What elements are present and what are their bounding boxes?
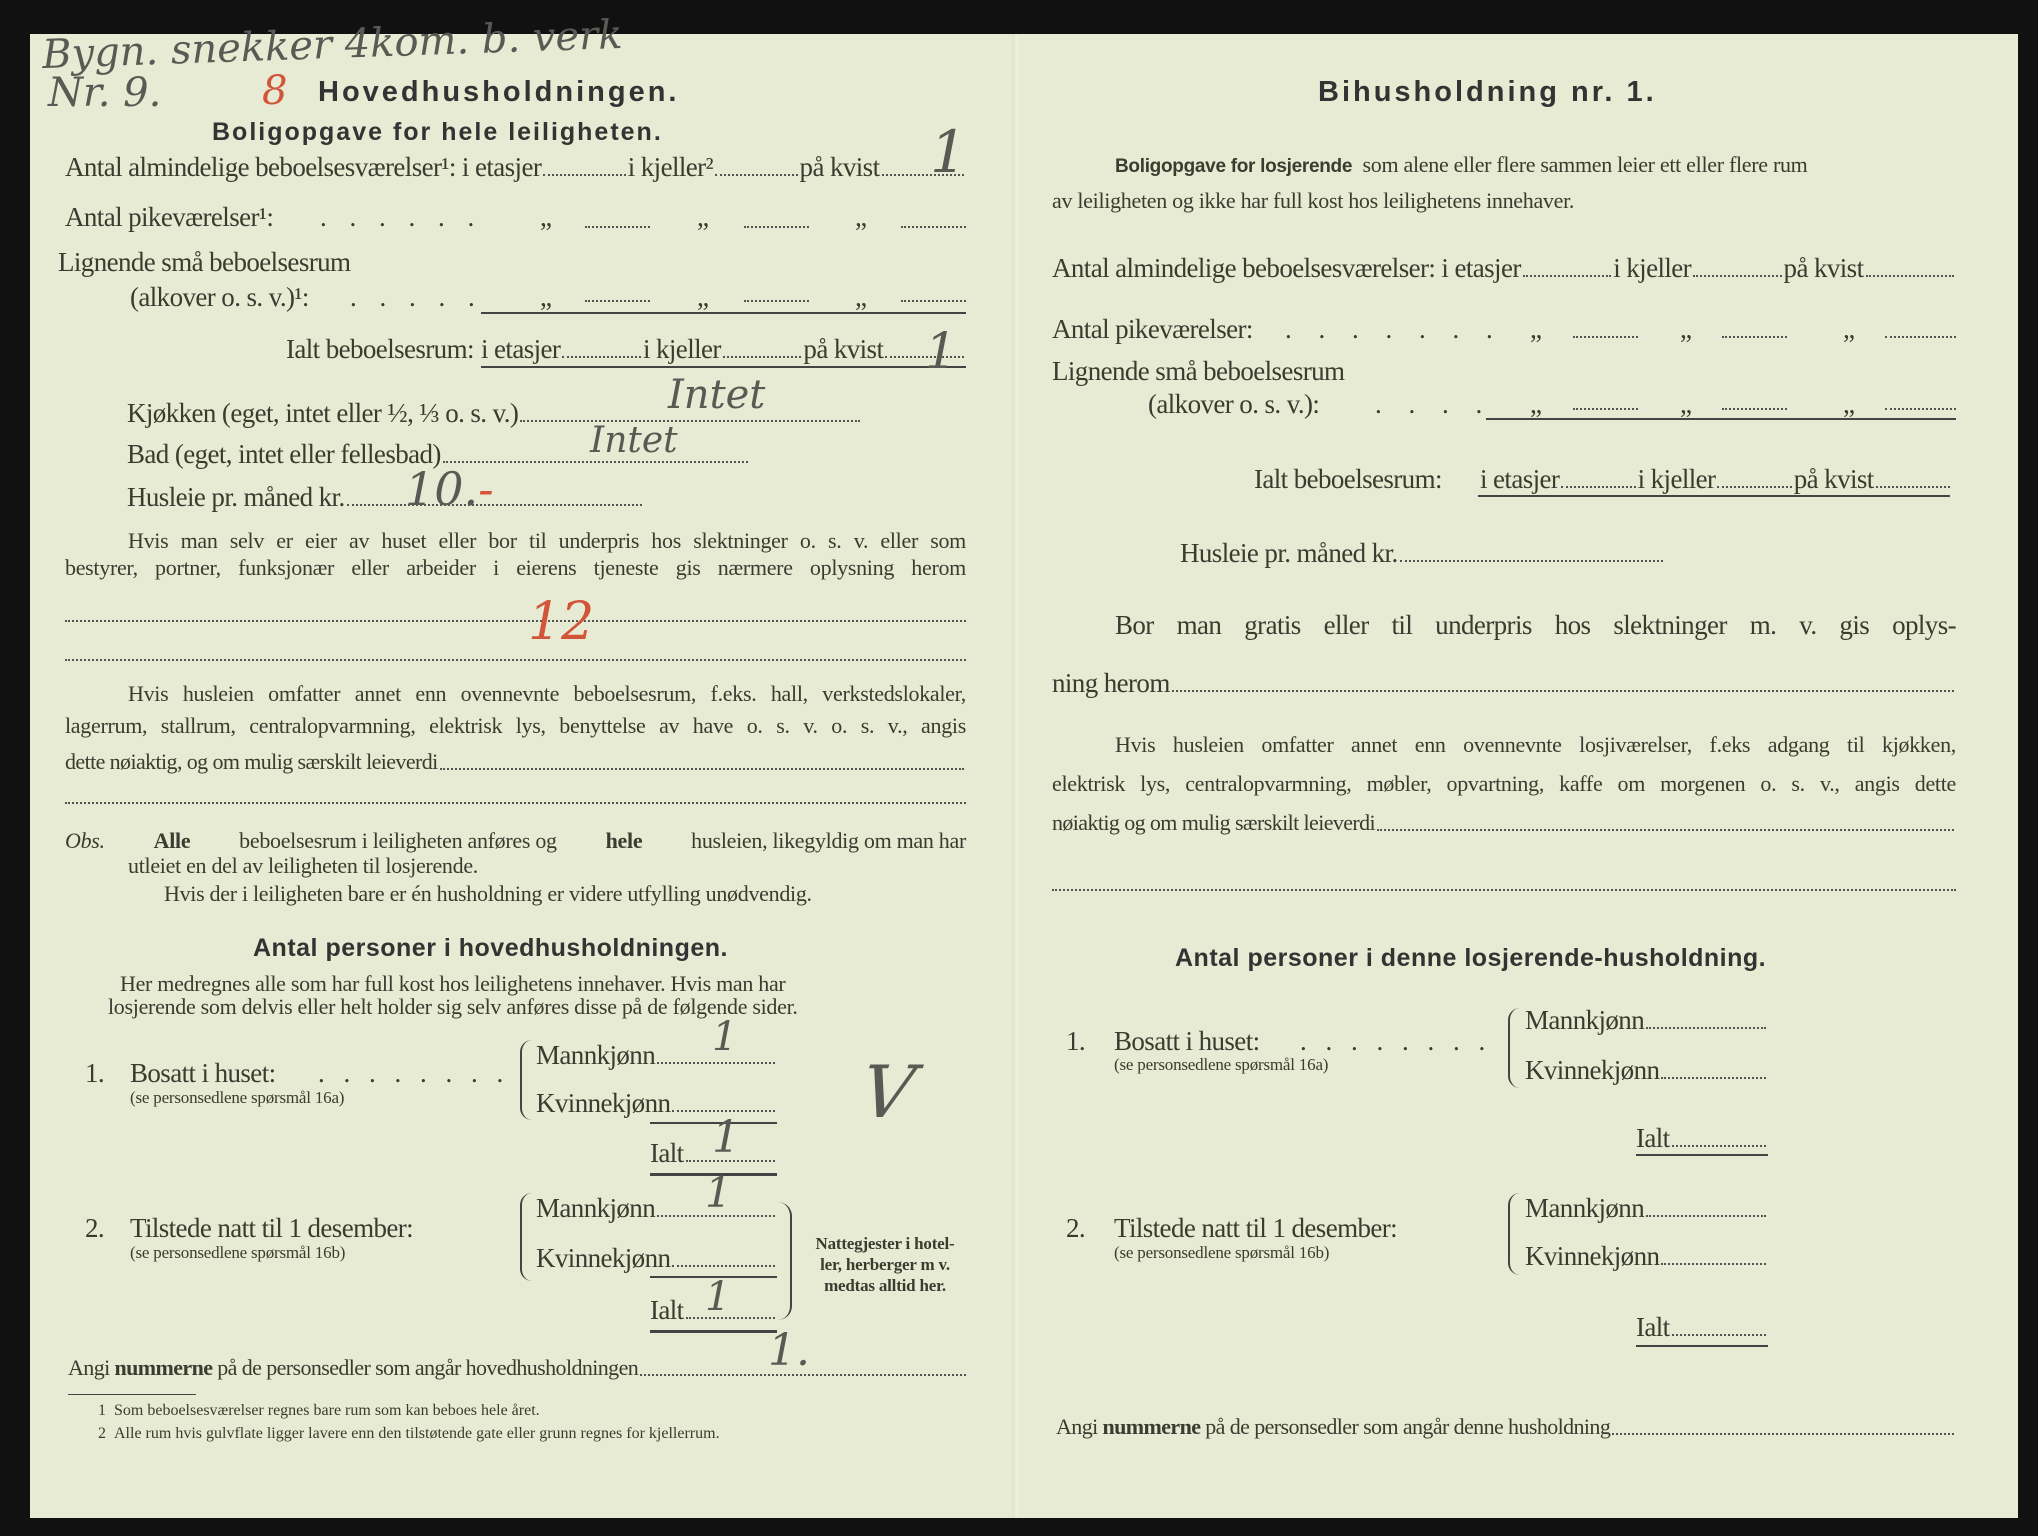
ditto-mark: „ xyxy=(540,202,552,232)
total-row xyxy=(1636,1123,1768,1154)
present-label: Tilstede natt til 1 desember: xyxy=(130,1213,414,1243)
rent-label: Husleie pr. måned kr. xyxy=(1180,538,1398,568)
maid-kjeller-field[interactable] xyxy=(1722,336,1787,338)
person-numbers-row xyxy=(1056,1414,1956,1440)
owner-note-line: bestyrer, portner, funksjonær eller arbeider i eierens tjeneste gis nærmere oplysning herom xyxy=(65,555,966,580)
female-label: Kvinnekjønn xyxy=(536,1088,671,1118)
sub-household-title: Bihusholdning nr. 1. xyxy=(1318,76,1657,108)
alcove-etasjer-field[interactable] xyxy=(1573,408,1638,410)
lodger-intro-text: som alene eller flere sammen leier ett eller flere rum xyxy=(1362,152,1808,177)
alcove-etasjer-field[interactable] xyxy=(585,300,650,302)
rent-row xyxy=(1180,538,1665,569)
etasjer-field[interactable] xyxy=(543,174,626,176)
person-numbers-row xyxy=(68,1355,968,1381)
ditto-mark: „ xyxy=(1680,389,1692,419)
main-household-subtitle: Boligopgave for hele leiligheten. xyxy=(212,118,663,146)
person-numbers-value: 1. xyxy=(768,1325,810,1376)
owner-info-field-2[interactable] xyxy=(65,659,966,661)
persons-note-line: Her medregnes alle som har full kost hos leilighetens innehaver. Hvis man har xyxy=(120,971,786,996)
present-subnote: (se personsedlene spørsmål 16b) xyxy=(1114,1243,1330,1262)
rent-field[interactable] xyxy=(1400,560,1663,562)
kjeller-label: i kjeller xyxy=(1637,464,1716,494)
obs-label: Obs. xyxy=(65,828,105,853)
female-row xyxy=(1525,1241,1768,1272)
total-rule xyxy=(1636,1154,1768,1156)
maid-etasjer-field[interactable] xyxy=(1573,336,1638,338)
maid-rooms-label: Antal pikeværelser¹: xyxy=(65,202,274,232)
bath-value: Intet xyxy=(590,420,678,461)
maid-rooms-label: Antal pikeværelser: xyxy=(1052,314,1253,344)
male-label: Mannkjønn xyxy=(1525,1193,1645,1223)
resident-subnote: (se personsedlene spørsmål 16a) xyxy=(1114,1055,1329,1074)
owner-info-field[interactable] xyxy=(65,620,966,622)
footnote-mark: 1 xyxy=(98,1402,106,1419)
alcoves-label: (alkover o. s. v.): xyxy=(1148,389,1320,419)
alcoves-dots: . . . . . xyxy=(350,282,483,312)
rent-label: Husleie pr. måned kr. xyxy=(127,482,345,512)
alcove-kvist-field[interactable] xyxy=(901,300,966,302)
double-rule xyxy=(650,1330,777,1333)
total-rooms-row xyxy=(481,334,966,365)
kvist-label: på kvist xyxy=(1783,253,1864,283)
ditto-mark: „ xyxy=(1843,314,1855,344)
ditto-mark: „ xyxy=(855,282,867,312)
ordinary-rooms-label: Antal almindelige beboelsesværelser: i etasjer xyxy=(1052,253,1521,283)
note-line: medtas alltid her. xyxy=(824,1276,946,1295)
total-rooms-label: Ialt beboelsesrum: xyxy=(286,334,474,364)
rent-value xyxy=(405,462,494,516)
footnote-mark: 2 xyxy=(98,1425,106,1442)
ditto-mark: „ xyxy=(540,282,552,312)
extra-note-row xyxy=(1052,810,1956,836)
kvist-field[interactable] xyxy=(1866,275,1954,277)
total-etasjer-field[interactable] xyxy=(1561,486,1635,488)
female-row xyxy=(536,1088,777,1119)
sum-rule xyxy=(1486,418,1956,420)
page-fold xyxy=(1012,34,1022,1518)
bracket xyxy=(1508,1008,1520,1088)
maid-rooms-dots: . . . . . . xyxy=(320,202,483,232)
ditto-mark: „ xyxy=(697,282,709,312)
male-row xyxy=(536,1193,777,1224)
main-household-title: Hovedhusholdningen. xyxy=(318,76,680,108)
question-number: 2. xyxy=(1066,1213,1086,1243)
footnote-text: Alle rum hvis gulvflate ligger lavere enn den tilstøtende gate eller grunn regnes for kjellerrum. xyxy=(114,1425,720,1442)
overnight-guests-note xyxy=(800,1233,970,1296)
question-number: 1. xyxy=(85,1058,105,1088)
handwritten-red-number: 8 xyxy=(262,68,288,114)
extra-note-line: Hvis husleien omfatter annet enn ovennevnte beboelsesrum, f.eks. hall, verkstedslokaler, xyxy=(128,681,966,706)
total-label: Ialt xyxy=(1636,1123,1670,1153)
kvist-value: 1 xyxy=(930,118,967,186)
resident-dots: . . . . . . . . xyxy=(318,1058,510,1088)
female-row xyxy=(536,1243,777,1274)
persons-title: Antal personer i hovedhusholdningen. xyxy=(253,934,728,962)
total-kjeller-field[interactable] xyxy=(723,356,802,358)
free-rent-field[interactable] xyxy=(1172,690,1954,692)
owner-note-line: Hvis man selv er eier av huset eller bor til underpris hos slektninger o. s. v. eller som xyxy=(128,528,966,553)
resident-dots: . . . . . . . . xyxy=(1300,1026,1492,1056)
maid-etasjer-field[interactable] xyxy=(585,226,650,228)
ditto-mark: „ xyxy=(855,202,867,232)
ditto-mark: „ xyxy=(1843,389,1855,419)
person-numbers-field[interactable] xyxy=(1612,1433,1954,1435)
lodger-intro-bold: Boligopgave for losjerende xyxy=(1115,156,1353,177)
persons-title: Antal personer i denne losjerende-husholdning. xyxy=(1175,944,1767,972)
footnote-1 xyxy=(98,1402,540,1420)
lodger-intro-line-2: av leiligheten og ikke har full kost hos leilighetens innehaver. xyxy=(1052,188,1575,213)
footnote-2 xyxy=(98,1425,720,1443)
ditto-mark: „ xyxy=(1530,389,1542,419)
resident-label: Bosatt i huset: xyxy=(1114,1026,1260,1056)
kvist-label: på kvist xyxy=(803,334,884,364)
rent-value-red-dash: - xyxy=(478,462,494,516)
total-rule xyxy=(1478,495,1950,497)
angi-prefix: Angi xyxy=(68,1355,110,1380)
total-rooms-label: Ialt beboelsesrum: xyxy=(1254,464,1442,494)
total-label: Ialt xyxy=(650,1295,684,1325)
male-value: 1 xyxy=(712,1014,738,1060)
rent-value-field-2[interactable] xyxy=(1052,889,1956,891)
total-kjeller-field[interactable] xyxy=(1717,486,1791,488)
ditto-mark: „ xyxy=(1680,314,1692,344)
small-rooms-label: Lignende små beboelsesrum xyxy=(1052,356,1345,386)
male-row xyxy=(1525,1005,1768,1036)
total-value: 1 xyxy=(712,1112,740,1163)
angi-prefix: Angi xyxy=(1056,1414,1098,1439)
male-field[interactable] xyxy=(657,1062,775,1064)
angi-suffix: på de personsedler som angår hovedhusholdningen xyxy=(217,1355,639,1380)
female-field[interactable] xyxy=(1661,1263,1766,1265)
male-row xyxy=(536,1040,777,1071)
kvist-label: på kvist xyxy=(1793,464,1874,494)
alcoves-dots: . . . . xyxy=(1375,389,1493,419)
red-handwritten-12: 12 xyxy=(528,592,595,652)
ditto-mark: „ xyxy=(697,202,709,232)
kjeller-label: i kjeller xyxy=(1613,253,1692,283)
extra-note-line: lagerrum, stallrum, centralopvarmning, elektrisk lys, benyttelse av have o. s. v. o. s. v., angis xyxy=(65,713,966,738)
etasjer-field[interactable] xyxy=(1523,275,1611,277)
bracket xyxy=(520,1193,532,1281)
obs-text: beboelsesrum i leiligheten anføres og xyxy=(239,828,557,853)
footnote-rule xyxy=(68,1394,196,1395)
obs-bold: Alle xyxy=(153,828,191,853)
total-label: Ialt xyxy=(650,1138,684,1168)
kjeller-field[interactable] xyxy=(715,174,798,176)
obs-text: husleien, likegyldig om man har xyxy=(691,828,966,853)
present-subnote: (se personsedlene spørsmål 16b) xyxy=(130,1243,346,1262)
etasjer-label: i etasjer xyxy=(481,334,561,364)
free-rent-note-line: Bor man gratis eller til underpris hos slektninger m. v. gis oplys- xyxy=(1115,610,1956,640)
bracket xyxy=(520,1040,532,1120)
male-label: Mannkjønn xyxy=(536,1193,656,1223)
small-rooms-label: Lignende små beboelsesrum xyxy=(58,247,351,277)
rent-value-field-2[interactable] xyxy=(65,802,966,804)
extra-note-line: elektrisk lys, centralopvarmning, møbler, opvartning, kaffe om morgenen o. s. v., angis dette xyxy=(1052,771,1956,796)
maid-kvist-field[interactable] xyxy=(901,226,966,228)
kjeller-field[interactable] xyxy=(1693,275,1781,277)
obs-line xyxy=(65,828,966,854)
total-kvist-field[interactable] xyxy=(1876,486,1950,488)
ordinary-rooms-label: Antal almindelige beboelsesværelser¹: i etasjer xyxy=(65,152,542,182)
rent-field[interactable] xyxy=(347,504,642,506)
total-field[interactable] xyxy=(1672,1145,1766,1147)
maid-rooms-dots: . . . . . . . xyxy=(1285,314,1503,344)
note-line: Nattegjester i hotel- xyxy=(815,1234,955,1253)
extra-note-line: nøiaktig og om mulig særskilt leieverdi xyxy=(1052,810,1376,835)
female-row xyxy=(1525,1055,1768,1086)
male-label: Mannkjønn xyxy=(536,1040,656,1070)
total-etasjer-field[interactable] xyxy=(562,356,641,358)
total-rooms-row xyxy=(1480,464,1952,495)
handwritten-occupation-note: Bygn. snekker 4kom. b. verk xyxy=(41,11,624,79)
male-row xyxy=(1525,1193,1768,1224)
bracket xyxy=(1508,1193,1520,1275)
free-rent-note-line-2: ning herom xyxy=(1052,668,1170,698)
kitchen-label: Kjøkken (eget, intet eller ½, ⅓ o. s. v.) xyxy=(127,398,519,428)
female-label: Kvinnekjønn xyxy=(1525,1241,1660,1271)
free-rent-row xyxy=(1052,668,1956,699)
kvist-label: på kvist xyxy=(799,152,880,182)
ditto-mark: „ xyxy=(1530,314,1542,344)
alcove-kjeller-field[interactable] xyxy=(744,300,809,302)
male-label: Mannkjønn xyxy=(1525,1005,1645,1035)
rent-value-number: 10. xyxy=(405,462,479,516)
extra-note-line: dette nøiaktig, og om mulig særskilt leieverdi xyxy=(65,749,438,774)
rent-value-field[interactable] xyxy=(440,768,964,770)
total-rule xyxy=(1636,1345,1768,1347)
female-label: Kvinnekjønn xyxy=(536,1243,671,1273)
bath-label: Bad (eget, intet eller fellesbad) xyxy=(127,439,441,469)
total-field[interactable] xyxy=(1672,1334,1766,1336)
kitchen-field[interactable] xyxy=(520,420,860,422)
total-row xyxy=(1636,1312,1768,1343)
female-field[interactable] xyxy=(1661,1077,1766,1079)
male-field[interactable] xyxy=(1646,1215,1766,1217)
resident-subnote: (se personsedlene spørsmål 16a) xyxy=(130,1088,345,1107)
rent-row xyxy=(127,482,644,513)
obs-line-3: Hvis der i leiligheten bare er én husholdning er videre utfylling unødvendig. xyxy=(164,881,812,906)
handwritten-number: Nr. 9. xyxy=(48,70,162,116)
ordinary-rooms-row xyxy=(65,152,966,183)
persons-note-line: losjerende som delvis eller helt holder sig selv anføres disse på de følgende sider. xyxy=(108,994,798,1019)
resident-label: Bosatt i huset: xyxy=(130,1058,276,1088)
total-rule xyxy=(481,366,966,368)
present-label: Tilstede natt til 1 desember: xyxy=(1114,1213,1398,1243)
angi-bold: nummerne xyxy=(1102,1414,1201,1439)
kitchen-value: Intet xyxy=(668,372,766,418)
ordinary-rooms-row xyxy=(1052,253,1956,284)
kjeller-label: i kjeller xyxy=(642,334,721,364)
question-number: 2. xyxy=(85,1213,105,1243)
maid-kvist-field[interactable] xyxy=(1885,336,1956,338)
alcove-kjeller-field[interactable] xyxy=(1722,408,1787,410)
lodger-intro-line xyxy=(1115,152,1808,178)
obs-line-2: utleiet en del av leiligheten til losjerende. xyxy=(128,853,478,878)
angi-bold: nummerne xyxy=(114,1355,213,1380)
total-kvist-value: 1 xyxy=(925,322,957,380)
footnote-text: Som beboelsesværelser regnes bare rum som kan beboes hele året. xyxy=(114,1402,540,1419)
female-field[interactable] xyxy=(672,1265,775,1267)
maid-kjeller-field[interactable] xyxy=(744,226,809,228)
alcove-kvist-field[interactable] xyxy=(1885,408,1956,410)
female-label: Kvinnekjønn xyxy=(1525,1055,1660,1085)
angi-suffix: på de personsedler som angår denne husholdning xyxy=(1205,1414,1611,1439)
note-line: ler, herberger m v. xyxy=(820,1255,950,1274)
obs-bold: hele xyxy=(605,828,643,853)
male-value: 1 xyxy=(705,1168,732,1217)
male-field[interactable] xyxy=(1646,1027,1766,1029)
kjeller-label: i kjeller² xyxy=(627,152,714,182)
total-value: 1 xyxy=(705,1274,731,1320)
brace xyxy=(776,1202,792,1320)
extra-note-row xyxy=(65,749,966,775)
sum-rule xyxy=(481,312,966,314)
total-label: Ialt xyxy=(1636,1312,1670,1342)
extra-note-line: Hvis husleien omfatter annet enn ovennevnte losjiværelser, f.eks adgang til kjøkken, xyxy=(1115,732,1956,757)
check-mark: V xyxy=(856,1050,920,1134)
alcoves-label: (alkover o. s. v.)¹: xyxy=(130,282,309,312)
etasjer-label: i etasjer xyxy=(1480,464,1560,494)
question-number: 1. xyxy=(1066,1026,1086,1056)
rent-value-field[interactable] xyxy=(1377,829,1954,831)
